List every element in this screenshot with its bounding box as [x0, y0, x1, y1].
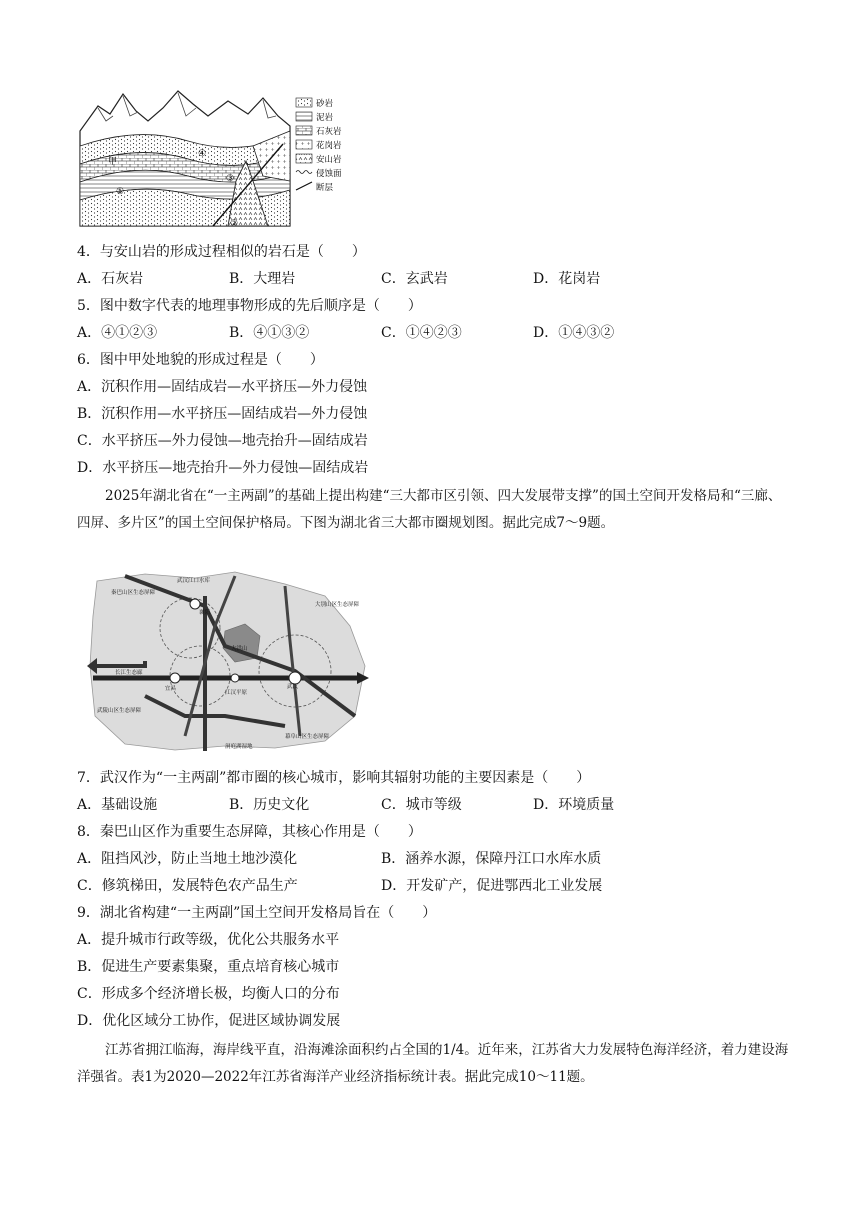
label-qinba-barrier: 秦巴山区生态屏障	[111, 590, 156, 596]
q8-stem: 8．秦巴山区作为重要生态屏障，其核心作用是（ ）	[77, 824, 422, 840]
label-dongting: 洞庭湖湿地	[225, 744, 253, 750]
legend-granite: 花岗岩	[316, 141, 342, 151]
label-changjiang: 长江生态廊	[115, 670, 143, 676]
q5-option-c[interactable]: C．①④②③	[381, 325, 462, 341]
q9-option-d[interactable]: D．优化区域分工协作，促进区域协调发展	[77, 1013, 341, 1029]
legend-fault: 断层	[316, 183, 334, 193]
label-2: ②	[230, 219, 239, 229]
label-mufu-barrier: 幕阜山区生态屏障	[285, 734, 330, 740]
legend-andesite: 安山岩	[316, 155, 342, 165]
q8-option-b[interactable]: B．涵养水源，保障丹江口水库水质	[381, 851, 602, 867]
hubei-planning-map	[85, 566, 370, 756]
label-jianghan: 江汉平原	[225, 690, 248, 696]
q9-option-a[interactable]: A．提升城市行政等级，优化公共服务水平	[77, 932, 340, 948]
q9-option-b[interactable]: B．促进生产要素集聚，重点培育核心城市	[77, 959, 340, 975]
q7-option-d[interactable]: D．环境质量	[533, 797, 615, 813]
q4-option-a[interactable]: A．石灰岩	[77, 271, 144, 287]
q6-stem: 6．图中甲处地貌的形成过程是（ ）	[77, 352, 324, 368]
label-dabie-barrier: 大别山区生态屏障	[315, 602, 360, 608]
q5-option-a[interactable]: A．④①②③	[77, 325, 158, 341]
q4-option-b[interactable]: B．大理岩	[229, 271, 296, 287]
q4-option-d[interactable]: D．花岗岩	[533, 271, 601, 287]
q5-stem: 5．图中数字代表的地理事物形成的先后顺序是（ ）	[77, 298, 422, 314]
q7-stem: 7．武汉作为“一主两副”都市圈的核心城市，影响其辐射功能的主要因素是（ ）	[77, 770, 591, 786]
label-wuhan: 武汉	[287, 684, 299, 690]
q9-option-c[interactable]: C．形成多个经济增长极，均衡人口的分布	[77, 986, 340, 1002]
label-yichang: 宜昌	[165, 686, 177, 692]
label-danjiangkou: 武汉江口水库	[177, 578, 211, 584]
q8-option-c[interactable]: C．修筑梯田，发展特色农产品生产	[77, 878, 298, 894]
legend-limestone: 石灰岩	[316, 127, 342, 137]
passage-jiangsu: 江苏省拥江临海，海岸线平直，沿海滩涂面积约占全国的1/4。近年来，江苏省大力发展特色海洋经济，着力建设海洋强省。表1为2020—2022年江苏省海洋产业经济指标统计表。据此完成10～11题。	[77, 1042, 789, 1085]
q7-option-c[interactable]: C．城市等级	[381, 797, 462, 813]
label-xiangyang: 襄阳	[199, 610, 211, 616]
q6-option-a[interactable]: A．沉积作用—固结成岩—水平挤压—外力侵蚀	[77, 379, 368, 395]
legend-mudstone: 泥岩	[316, 113, 334, 123]
label-dahongshan: 大洪山	[231, 646, 248, 652]
q8-option-a[interactable]: A．阻挡风沙，防止当地土地沙漠化	[77, 851, 298, 867]
q9-stem: 9．湖北省构建“一主两副”国土空间开发格局旨在（ ）	[77, 905, 437, 921]
q4-stem: 4．与安山岩的形成过程相似的岩石是（ ）	[77, 244, 366, 260]
geologic-section-figure	[78, 86, 368, 232]
q8-option-d[interactable]: D．开发矿产，促进鄂西北工业发展	[381, 878, 603, 894]
label-1: ①	[116, 187, 125, 197]
q7-option-a[interactable]: A．基础设施	[77, 797, 158, 813]
q5-option-d[interactable]: D．①④③②	[533, 325, 615, 341]
q7-option-b[interactable]: B．历史文化	[229, 797, 310, 813]
q6-option-c[interactable]: C．水平挤压—外力侵蚀—地壳抬升—固结成岩	[77, 433, 368, 449]
label-3: ③	[226, 174, 235, 184]
q5-option-b[interactable]: B．④①③②	[229, 325, 310, 341]
legend-sandstone: 砂岩	[316, 99, 334, 109]
legend-erosion-surface: 侵蚀面	[316, 169, 342, 179]
q6-option-b[interactable]: B．沉积作用—水平挤压—固结成岩—外力侵蚀	[77, 406, 368, 422]
q6-option-d[interactable]: D．水平挤压—地壳抬升—外力侵蚀—固结成岩	[77, 460, 369, 476]
label-4: ④	[198, 149, 207, 159]
passage-hubei: 2025年湖北省在“一主两副”的基础上提出构建“三大都市区引领、四大发展带支撑”的国土空间开发格局和“三廊、四屏、多片区”的国土空间保护格局。下图为湖北省三大都市圈规划图。据此完成7～9题。	[77, 488, 782, 531]
label-jia: 甲	[108, 157, 118, 167]
q4-option-c[interactable]: C．玄武岩	[381, 271, 448, 287]
label-wuling-barrier: 武陵山区生态屏障	[97, 708, 142, 714]
legend	[296, 98, 342, 193]
